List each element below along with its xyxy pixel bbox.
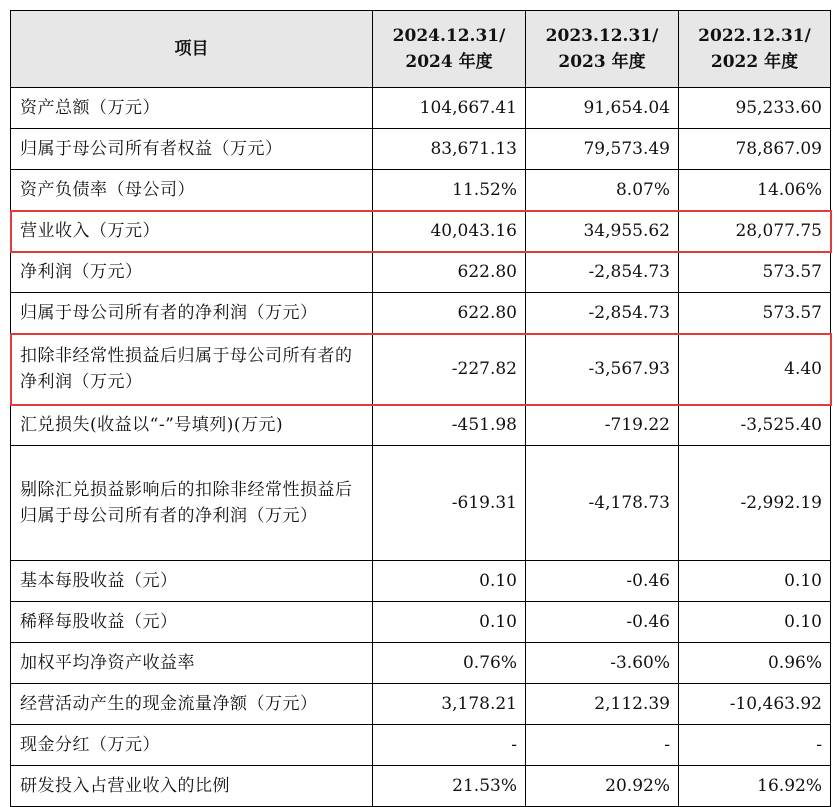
table-row [11, 170, 831, 211]
row-label: 扣除非经常性损益后归属于母公司所有者的净利润（万元） [11, 334, 373, 405]
value-2022: -3,525.40 [679, 405, 831, 446]
value-2024: 11.52% [373, 170, 526, 211]
table-row [11, 643, 831, 684]
row-label: 归属于母公司所有者权益（万元） [11, 129, 373, 170]
value-2024: - [373, 725, 526, 766]
table-row [11, 252, 831, 293]
table-row [11, 725, 831, 766]
value-2024: 40,043.16 [373, 211, 526, 252]
header-2023-year: 2023 年度 [558, 52, 646, 72]
value-2022: -2,992.19 [679, 446, 831, 561]
financial-summary-table [10, 10, 831, 807]
table-row [11, 684, 831, 725]
value-2024: 0.76% [373, 643, 526, 684]
value-2023: 8.07% [526, 170, 679, 211]
value-2022: 573.57 [679, 252, 831, 293]
row-label: 剔除汇兑损益影响后的扣除非经常性损益后归属于母公司所有者的净利润（万元） [11, 446, 373, 561]
table-row-revenue [11, 211, 831, 252]
value-2023: -2,854.73 [526, 293, 679, 334]
row-label: 稀释每股收益（元） [11, 602, 373, 643]
table-row [11, 446, 831, 561]
value-2024: -619.31 [373, 446, 526, 561]
row-label: 资产总额（万元） [11, 88, 373, 129]
row-label: 净利润（万元） [11, 252, 373, 293]
header-2024-year: 2024 年度 [405, 52, 493, 72]
row-label: 资产负债率（母公司） [11, 170, 373, 211]
value-2022: 78,867.09 [679, 129, 831, 170]
table-row [11, 561, 831, 602]
row-label: 研发投入占营业收入的比例 [11, 766, 373, 807]
header-2022-date: 2022.12.31/ [698, 26, 811, 46]
table-row [11, 405, 831, 446]
header-2023-date: 2023.12.31/ [545, 26, 659, 46]
header-2023 [526, 11, 679, 88]
value-2023: -4,178.73 [526, 446, 679, 561]
value-2024: 83,671.13 [373, 129, 526, 170]
value-2023: - [526, 725, 679, 766]
value-2022: 16.92% [679, 766, 831, 807]
value-2023: 20.92% [526, 766, 679, 807]
row-label: 归属于母公司所有者的净利润（万元） [11, 293, 373, 334]
row-label: 营业收入（万元） [11, 211, 373, 252]
header-2022-year: 2022 年度 [710, 52, 799, 72]
value-2023: 2,112.39 [526, 684, 679, 725]
row-label: 现金分红（万元） [11, 725, 373, 766]
value-2023: 91,654.04 [526, 88, 679, 129]
value-2023: -3.60% [526, 643, 679, 684]
value-2024: 0.10 [373, 602, 526, 643]
value-2022: -10,463.92 [679, 684, 831, 725]
value-2024: 622.80 [373, 252, 526, 293]
value-2024: 3,178.21 [373, 684, 526, 725]
table-row [11, 766, 831, 807]
value-2022: 28,077.75 [679, 211, 831, 252]
financial-table-container [10, 10, 830, 807]
header-item: 项目 [11, 11, 373, 88]
row-label: 汇兑损失(收益以“-”号填列)(万元) [11, 405, 373, 446]
value-2022: 0.10 [679, 602, 831, 643]
value-2022: 0.10 [679, 561, 831, 602]
value-2023: -719.22 [526, 405, 679, 446]
table-row-adjusted-net-profit [11, 334, 831, 405]
value-2023: -2,854.73 [526, 252, 679, 293]
value-2022: 95,233.60 [679, 88, 831, 129]
value-2024: 21.53% [373, 766, 526, 807]
value-2023: 79,573.49 [526, 129, 679, 170]
row-label: 经营活动产生的现金流量净额（万元） [11, 684, 373, 725]
table-row [11, 293, 831, 334]
header-2024 [373, 11, 526, 88]
value-2024: -451.98 [373, 405, 526, 446]
value-2022: 573.57 [679, 293, 831, 334]
value-2022: 14.06% [679, 170, 831, 211]
value-2022: 4.40 [679, 334, 831, 405]
row-label: 加权平均净资产收益率 [11, 643, 373, 684]
value-2024: 0.10 [373, 561, 526, 602]
table-header-row [11, 11, 831, 88]
table-row [11, 602, 831, 643]
value-2022: - [679, 725, 831, 766]
table-row [11, 88, 831, 129]
header-2022 [679, 11, 831, 88]
value-2023: -0.46 [526, 602, 679, 643]
value-2024: 104,667.41 [373, 88, 526, 129]
value-2023: -3,567.93 [526, 334, 679, 405]
row-label: 基本每股收益（元） [11, 561, 373, 602]
header-2024-date: 2024.12.31/ [392, 26, 506, 46]
value-2022: 0.96% [679, 643, 831, 684]
value-2023: 34,955.62 [526, 211, 679, 252]
value-2024: 622.80 [373, 293, 526, 334]
value-2024: -227.82 [373, 334, 526, 405]
value-2023: -0.46 [526, 561, 679, 602]
table-row [11, 129, 831, 170]
